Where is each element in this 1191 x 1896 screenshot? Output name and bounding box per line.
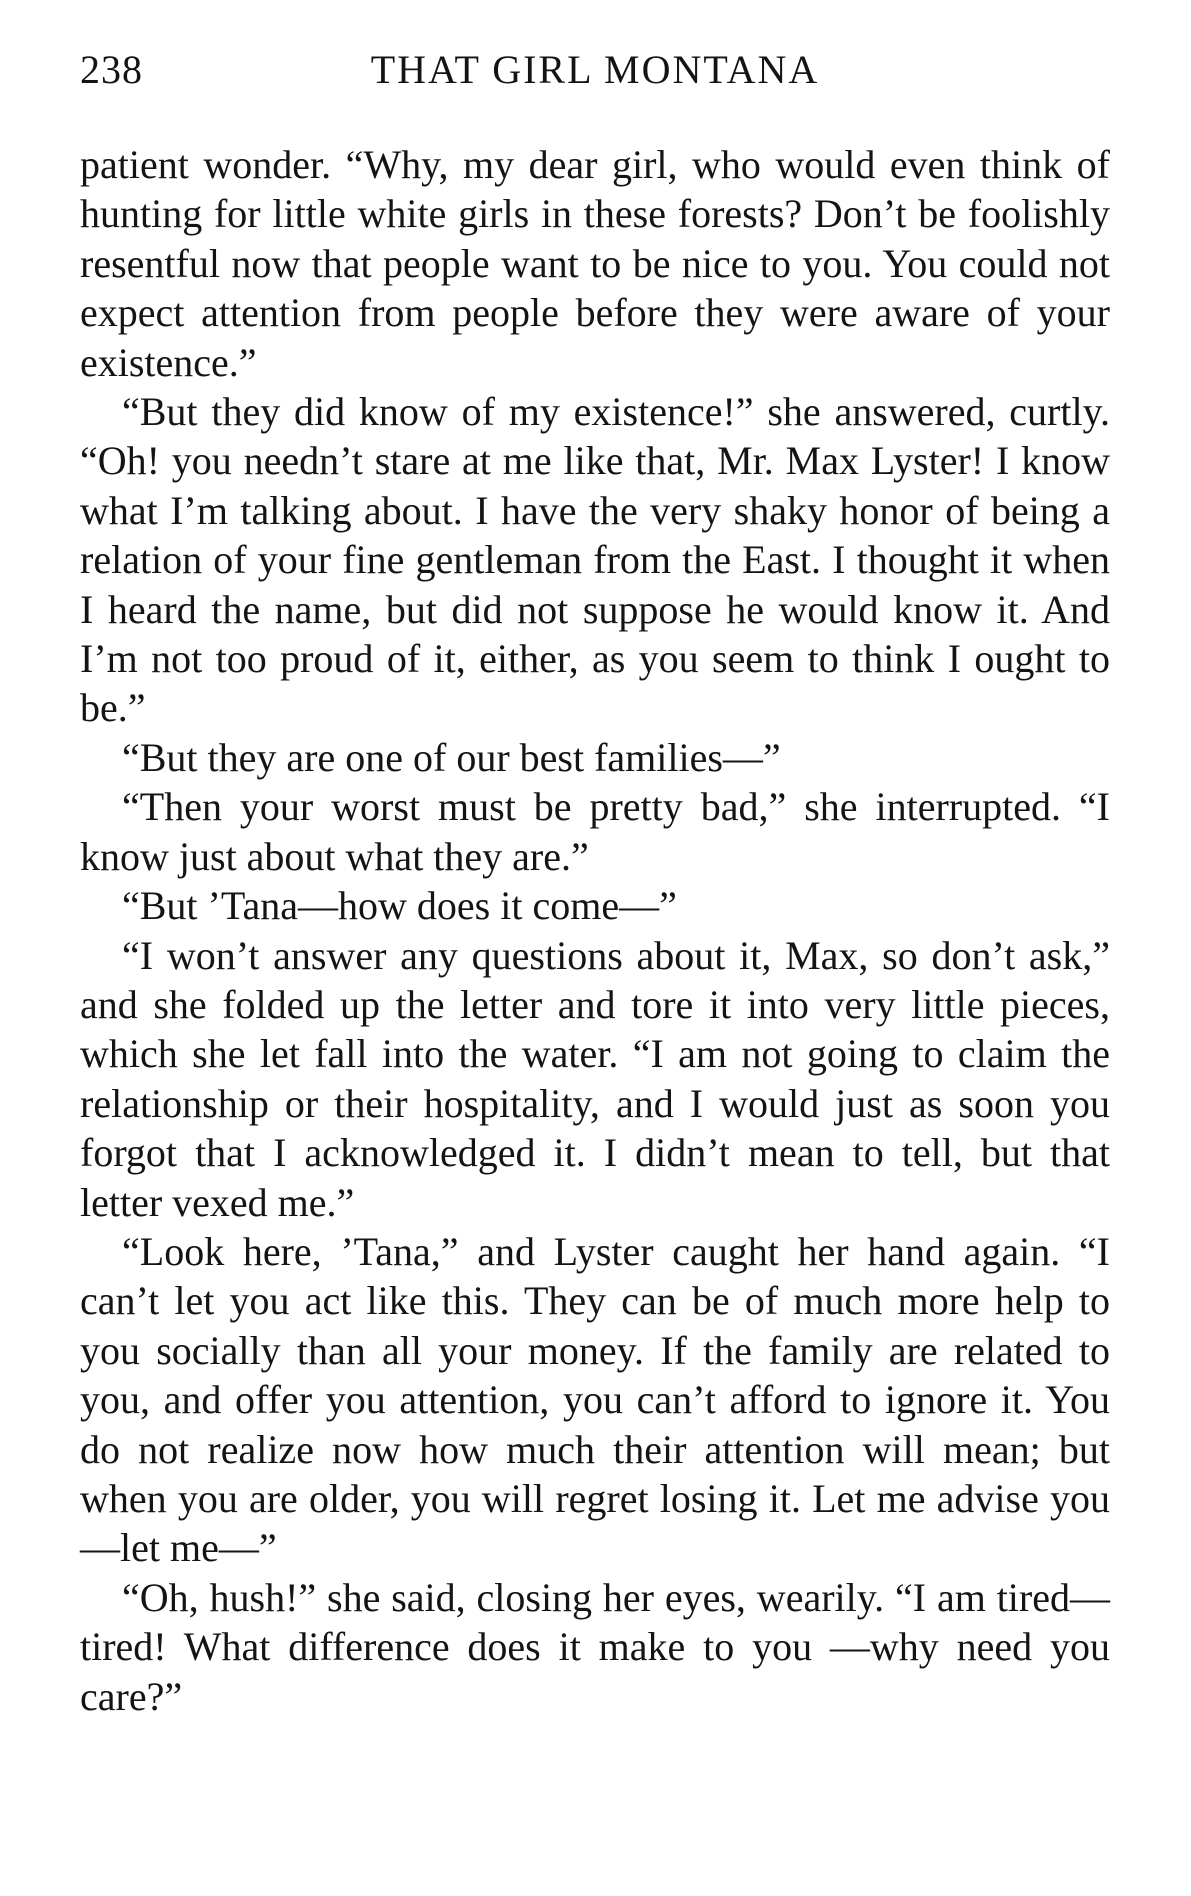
book-page	[80, 40, 1110, 1860]
body-text	[80, 140, 1110, 1721]
paragraph: “Look here, ’Tana,” and Lyster caught her hand again. “I can’t let you act like this. They can be of much more help to you socially than all your money. If the family are related to you, and offer you attention, you can’t afford to ignore it. You do not realize now how much their attention will mean; but when you are older, you will regret losing it. Let me advise you—let me—”	[80, 1228, 1110, 1571]
paragraph: patient wonder. “Why, my dear girl, who would even think of hunting for little white girls in these forests? Don’t be foolishly resentful now that people want to be nice to you. You could not expect attention from people before they were aware of your existence.”	[80, 142, 1110, 385]
paragraph: “But ’Tana—how does it come—”	[122, 883, 677, 929]
page-number: 238	[80, 47, 143, 92]
page-header	[80, 40, 1110, 100]
paragraph: “But they are one of our best families—”	[122, 734, 781, 780]
paragraph: “Oh, hush!” she said, closing her eyes, wearily. “I am tired—tired! What difference does it make to you —why need you care?”	[80, 1574, 1110, 1719]
running-title: THAT GIRL MONTANA	[370, 47, 820, 92]
paragraph: “I won’t answer any questions about it, Max, so don’t ask,” and she folded up the letter and tore it into very little pieces, which she let fall into the water. “I am not going to claim the relationship or their hospitality, and I would just as soon you forgot that I acknowledged it. I didn’t mean to tell, but that letter vexed me.”	[80, 932, 1110, 1225]
paragraph: “But they did know of my existence!” she answered, curtly. “Oh! you needn’t stare at me like that, Mr. Max Lyster! I know what I’m talking about. I have the very shaky honor of being a relation of your fine gentleman from the East. I thought it when I heard the name, but did not suppose he would know it. And I’m not too proud of it, either, as you seem to think I ought to be.”	[80, 389, 1110, 731]
paragraph: “Then your worst must be pretty bad,” she interrupted. “I know just about what they are.”	[80, 784, 1110, 879]
